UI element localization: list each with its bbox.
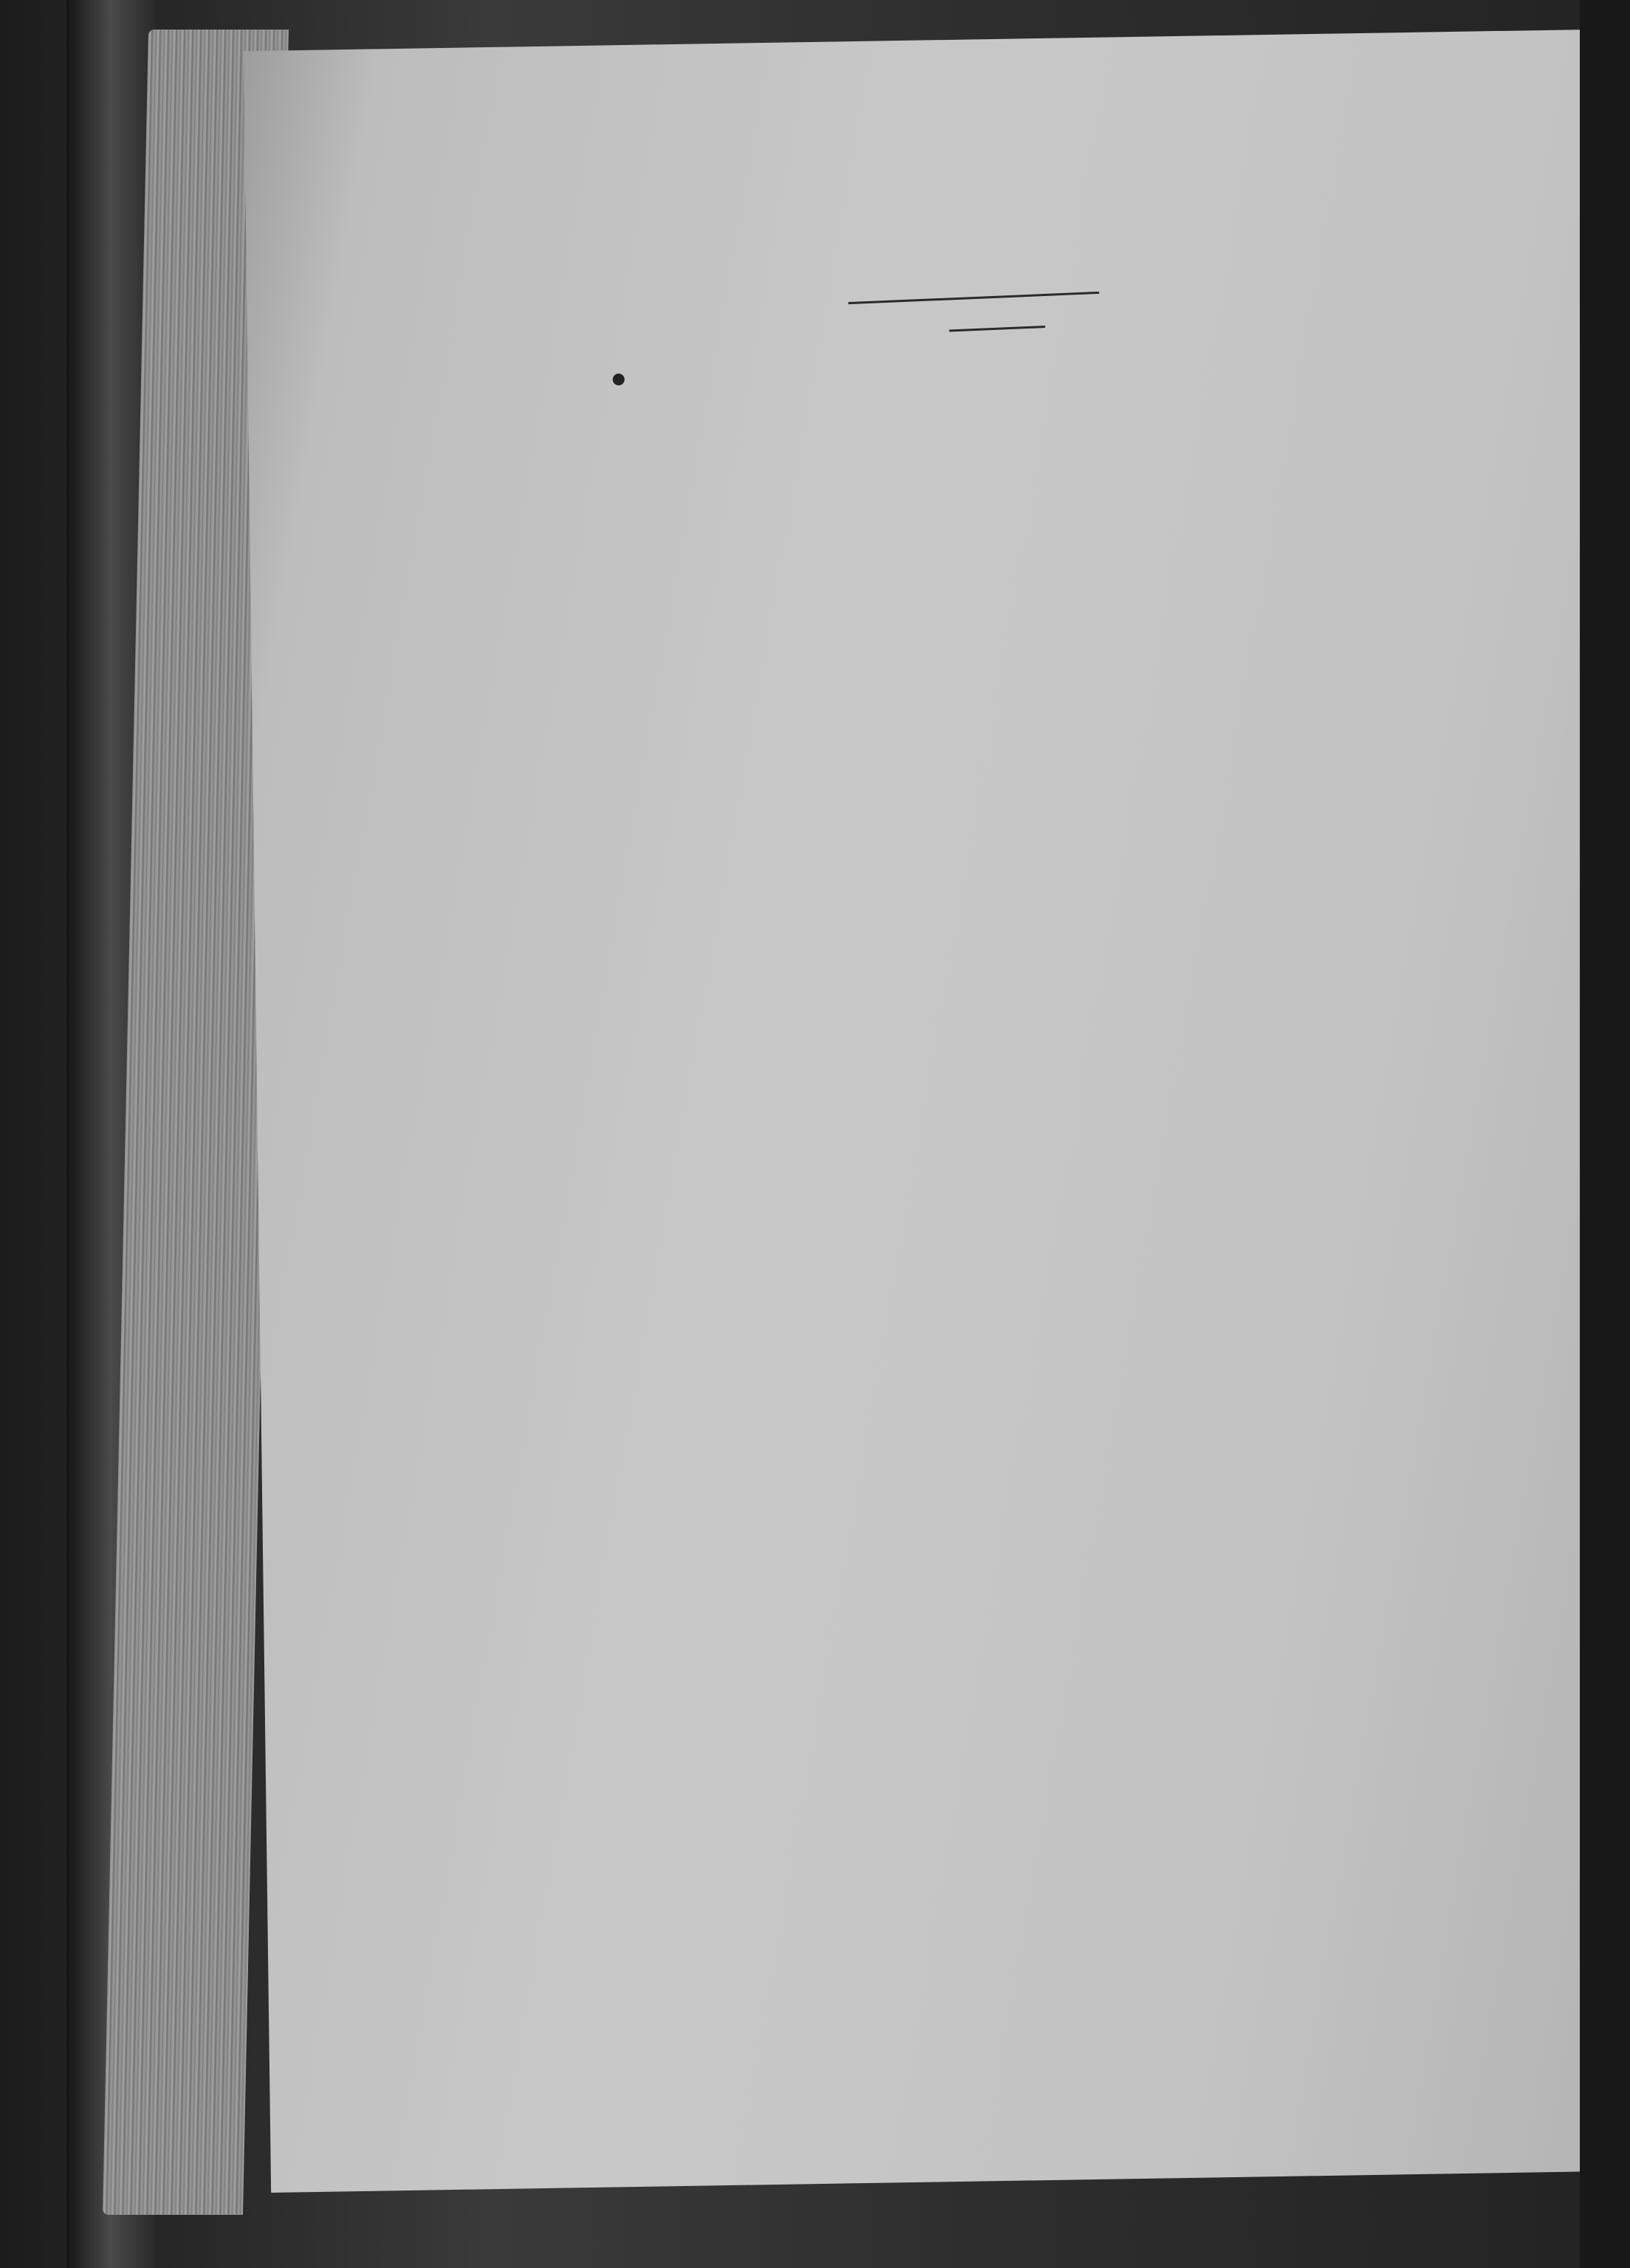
background-edge (1580, 0, 1630, 2268)
page-content (517, 285, 1544, 1970)
paragraph-2 (519, 332, 1478, 372)
paragraph-1 (519, 332, 1478, 372)
heading-underline-rule (949, 326, 1045, 331)
